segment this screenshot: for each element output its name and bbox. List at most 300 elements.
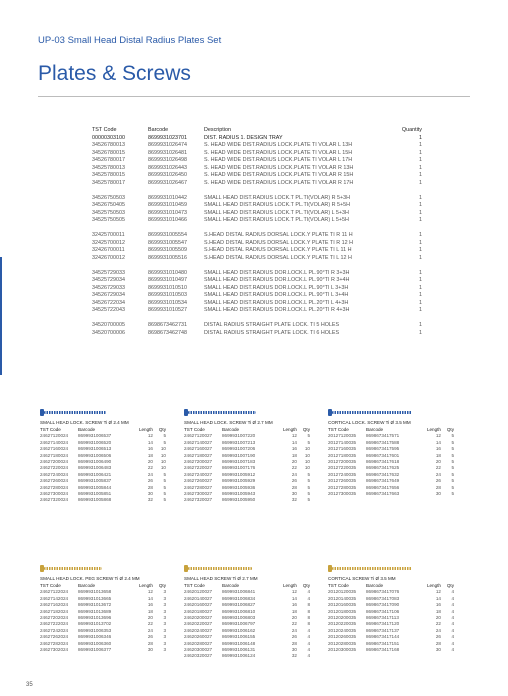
barcode-cell: 8699931006520 xyxy=(78,439,112,445)
barcode-cell: 8699931005950 xyxy=(222,497,256,503)
screw-table-title: SMALL HEAD LOCK. PEG SCREW Ti Ø 2.4 MM xyxy=(40,576,140,581)
description-cell: SMALL HEAD DIST.RADIUS DOR.LOCK.L PL.90°TI L 3+4H xyxy=(204,292,349,298)
description-cell: S. HEAD WIDE DIST.RADIUS LOCK.PLATE TI VOLAR L 15H xyxy=(204,149,353,156)
screw-image xyxy=(328,406,463,420)
barcode-cell: 8699931010442 xyxy=(148,194,187,201)
qty-cell: 5 xyxy=(307,478,310,484)
qty-cell: 4 xyxy=(307,646,310,652)
qty-cell: 3 xyxy=(163,627,166,633)
barcode-cell: 8698673417106 xyxy=(366,608,400,614)
tst-code-cell: 24620240027 xyxy=(184,627,213,633)
tst-code-cell: 34525780015 xyxy=(92,172,125,178)
tst-code-cell: 24627260024 xyxy=(40,478,69,484)
column-header-barcode: Barcode xyxy=(222,583,240,588)
length-cell: 24 xyxy=(147,627,153,633)
length-cell: 18 xyxy=(435,608,441,614)
page-heading: Plates & Screws xyxy=(38,62,191,85)
tst-code-cell: 24627160024 xyxy=(40,446,69,452)
column-header-qty: Qty xyxy=(302,583,310,588)
quantity-cell: 1 xyxy=(419,307,422,313)
qty-cell: 4 xyxy=(451,646,454,652)
barcode-cell: 8698673417625 xyxy=(366,465,400,471)
tst-code-cell: 24620220027 xyxy=(184,621,213,627)
barcode-cell: 8699931013672 xyxy=(78,602,112,608)
length-cell: 18 xyxy=(147,608,153,614)
barcode-cell: 8699931006421 xyxy=(78,471,112,477)
length-cell: 12 xyxy=(291,589,297,595)
tst-code-cell: 34526729033 xyxy=(92,284,125,291)
barcode-cell: 8699931010480 xyxy=(148,269,187,276)
quantity-cell: 1 xyxy=(419,269,422,276)
tst-code-cell: 20127280035 xyxy=(328,484,357,490)
qty-cell: 5 xyxy=(163,439,166,445)
tst-code-cell: 20120280035 xyxy=(328,640,357,646)
tst-code-cell: 24627200027 xyxy=(184,458,213,464)
qty-cell: 5 xyxy=(163,484,166,490)
barcode-cell: 8698673417120 xyxy=(366,621,400,627)
table-row xyxy=(92,247,422,255)
quantity-cell: 1 xyxy=(419,254,422,261)
qty-cell: 3 xyxy=(163,608,166,614)
length-cell: 26 xyxy=(147,634,153,640)
length-cell: 20 xyxy=(291,458,297,464)
qty-cell: 5 xyxy=(163,433,166,439)
qty-cell: 4 xyxy=(451,634,454,640)
barcode-cell: 8698673417144 xyxy=(366,634,400,640)
table-row xyxy=(328,491,463,497)
tst-code-cell: 34526750503 xyxy=(92,194,125,201)
barcode-cell: 8698673462731 xyxy=(148,322,187,328)
qty-cell: 3 xyxy=(163,595,166,601)
barcode-cell: 8698673417137 xyxy=(366,627,400,633)
length-cell: 14 xyxy=(147,439,153,445)
length-cell: 20 xyxy=(435,614,441,620)
tst-code-cell: 24627300024 xyxy=(40,490,69,496)
barcode-cell: 8699931007213 xyxy=(222,439,256,445)
quantity-cell: 1 xyxy=(419,134,422,141)
length-cell: 22 xyxy=(291,465,297,471)
description-cell: SMALL HEAD DIST.RADIUS DOR.LOCK.L PL.90°TI R 3+4H xyxy=(204,277,350,283)
length-cell: 14 xyxy=(147,595,153,601)
tst-code-cell: 20120180035 xyxy=(328,608,357,614)
barcode-cell: 8699931006346 xyxy=(78,634,112,640)
length-cell: 22 xyxy=(147,465,153,471)
tst-code-cell: 34526750405 xyxy=(92,202,125,208)
tst-code-cell: 24627300027 xyxy=(184,490,213,496)
column-header-tst-code: TST Code xyxy=(184,583,205,588)
column-header-barcode: Barcode xyxy=(366,583,384,588)
qty-cell: 8 xyxy=(307,621,310,627)
barcode-cell: 8698673417632 xyxy=(366,471,400,477)
qty-cell: 10 xyxy=(160,452,166,458)
length-cell: 26 xyxy=(291,478,297,484)
length-cell: 18 xyxy=(291,452,297,458)
screw-table-title: CORTICAL LOCK. SCREW Ti Ø 3.5 MM xyxy=(328,420,411,425)
barcode-cell: 8699931005929 xyxy=(222,478,256,484)
section-title: UP-03 Small Head Distal Radius Plates Set xyxy=(38,35,222,46)
tst-code-cell: 24627260027 xyxy=(184,478,213,484)
screw-table xyxy=(40,562,175,653)
column-header-qty: Qty xyxy=(446,427,454,432)
length-cell: 30 xyxy=(291,490,297,496)
qty-cell: 10 xyxy=(304,458,310,464)
column-header-barcode: Barcode xyxy=(366,427,384,432)
length-cell: 16 xyxy=(435,446,441,452)
column-header-length: Length xyxy=(282,583,297,588)
screw-table xyxy=(40,406,175,504)
tst-code-cell: 24627202024 xyxy=(40,614,69,620)
qty-cell: 4 xyxy=(307,595,310,601)
length-cell: 24 xyxy=(435,471,441,477)
qty-cell: 3 xyxy=(163,621,166,627)
tst-code-cell: 34525780017 xyxy=(92,179,125,186)
column-header-qty: Qty xyxy=(158,583,166,588)
qty-cell: 5 xyxy=(451,458,454,464)
qty-cell: 4 xyxy=(307,653,310,659)
length-cell: 12 xyxy=(435,589,441,595)
barcode-cell: 8699931006483 xyxy=(78,465,112,471)
length-cell: 28 xyxy=(435,484,441,490)
qty-cell: 10 xyxy=(304,465,310,471)
length-cell: 26 xyxy=(435,478,441,484)
tst-code-cell: 24627120027 xyxy=(184,433,213,439)
barcode-cell: 8699931006377 xyxy=(78,646,112,652)
column-header-barcode: Barcode xyxy=(222,427,240,432)
description-cell: DISTAL RADIUS STRAIGHT PLATE LOCK. TI 6 HOLES xyxy=(204,329,340,336)
table-group-gap xyxy=(92,187,422,195)
table-row xyxy=(92,292,422,300)
column-header-length: Length xyxy=(426,427,441,432)
description-cell: S. HEAD WIDE DIST.RADIUS LOCK.PLATE TI VOLAR R 17H xyxy=(204,179,354,186)
qty-cell: 4 xyxy=(451,614,454,620)
quantity-cell: 1 xyxy=(419,157,422,163)
qty-cell: 10 xyxy=(160,446,166,452)
description-cell: S. HEAD WIDE DIST.RADIUS LOCK.PLATE TI VOLAR R 15H xyxy=(204,172,354,178)
screw-shaft-shape xyxy=(44,411,106,414)
barcode-cell: 8698673417601 xyxy=(366,452,400,458)
length-cell: 30 xyxy=(435,646,441,652)
qty-cell: 10 xyxy=(160,458,166,464)
tst-code-cell: 24627282024 xyxy=(40,640,69,646)
tst-code-cell: 24627182024 xyxy=(40,608,69,614)
barcode-cell: 8699931006797 xyxy=(222,621,256,627)
description-cell: S.HEAD DISTAL RADIUS DORSAL LOCK.Y PLATE TI L 11 H xyxy=(204,247,352,253)
column-header-tst-code: TST Code xyxy=(184,427,205,432)
tst-code-cell: 34526780013 xyxy=(92,142,125,148)
barcode-cell: 8699931013658 xyxy=(78,589,112,595)
tst-code-cell: 24620260027 xyxy=(184,634,213,640)
screw-image xyxy=(328,562,463,576)
tst-code-cell: 34526729034 xyxy=(92,292,125,298)
qty-cell: 5 xyxy=(451,439,454,445)
length-cell: 18 xyxy=(147,452,153,458)
barcode-cell: 8699931026498 xyxy=(148,157,187,163)
qty-cell: 5 xyxy=(451,478,454,484)
barcode-cell: 8699931007183 xyxy=(222,458,256,464)
length-cell: 12 xyxy=(147,433,153,439)
screw-image xyxy=(40,406,175,420)
description-cell: S. HEAD WIDE DIST.RADIUS LOCK.PLATE TI VOLAR L 17H xyxy=(204,157,353,163)
barcode-cell: 8698673462748 xyxy=(148,329,187,336)
screw-image xyxy=(184,406,319,420)
tst-code-cell: 34525750505 xyxy=(92,217,125,223)
screw-shaft-shape xyxy=(44,567,102,570)
qty-cell: 4 xyxy=(451,627,454,633)
screw-table xyxy=(184,562,319,660)
length-cell: 16 xyxy=(147,446,153,452)
tst-code-cell: 24620280027 xyxy=(184,640,213,646)
description-cell: SMALL HEAD DIST.RADIUS DOR.LOCK.L PL.90°TI L 3+3H xyxy=(204,284,349,291)
length-cell: 22 xyxy=(435,465,441,471)
length-cell: 24 xyxy=(147,471,153,477)
qty-cell: 10 xyxy=(304,446,310,452)
qty-cell: 3 xyxy=(163,640,166,646)
tst-code-cell: 24627302024 xyxy=(40,646,69,652)
barcode-cell: 8699931010497 xyxy=(148,277,187,283)
quantity-cell: 1 xyxy=(419,179,422,186)
tst-code-cell: 24620200027 xyxy=(184,614,213,620)
column-header-description: Description xyxy=(204,127,231,133)
column-header-barcode: Barcode xyxy=(148,127,169,133)
tst-code-cell: 24627140027 xyxy=(184,439,213,445)
qty-cell: 5 xyxy=(163,490,166,496)
barcode-cell: 8699931005844 xyxy=(78,484,112,490)
length-cell: 26 xyxy=(435,634,441,640)
qty-cell: 5 xyxy=(307,433,310,439)
table-row xyxy=(92,142,422,150)
tst-code-cell: 24627280024 xyxy=(40,484,69,490)
table-row xyxy=(92,307,422,315)
tst-code-cell: 24627240024 xyxy=(40,471,69,477)
length-cell: 30 xyxy=(147,490,153,496)
column-header-tst-code: TST Code xyxy=(40,427,61,432)
barcode-cell: 8699931005851 xyxy=(78,490,112,496)
tst-code-cell: 34526780015 xyxy=(92,149,125,156)
barcode-cell: 8698673417595 xyxy=(366,446,400,452)
barcode-cell: 8699931006803 xyxy=(222,614,256,620)
barcode-cell: 8699931007190 xyxy=(222,452,256,458)
barcode-cell: 8699931006490 xyxy=(78,458,112,464)
length-cell: 12 xyxy=(291,433,297,439)
qty-cell: 5 xyxy=(451,484,454,490)
barcode-cell: 8698673417168 xyxy=(366,646,400,652)
tst-code-cell: 20127160035 xyxy=(328,446,357,452)
length-cell: 32 xyxy=(291,653,297,659)
barcode-cell: 8699931006810 xyxy=(222,608,256,614)
column-header-length: Length xyxy=(426,583,441,588)
table-row xyxy=(184,497,319,503)
tst-code-cell: 34520700006 xyxy=(92,329,125,336)
barcode-cell: 8699931010459 xyxy=(148,202,187,208)
tst-code-cell: 20120120035 xyxy=(328,589,357,595)
barcode-cell: 8699931013689 xyxy=(78,608,112,614)
quantity-cell: 1 xyxy=(419,217,422,223)
barcode-cell: 8699931006155 xyxy=(222,634,256,640)
barcode-cell: 8699931005912 xyxy=(222,471,256,477)
barcode-cell: 8698673417649 xyxy=(366,478,400,484)
tst-code-cell: 34525722043 xyxy=(92,307,125,313)
tst-code-cell: 20120260035 xyxy=(328,634,357,640)
tst-code-cell: 34525780013 xyxy=(92,164,125,171)
screw-table-title: SMALL HEAD LOCK. SCREW Ti Ø 2.4 MM xyxy=(40,420,129,425)
tst-code-cell: 34526780017 xyxy=(92,157,125,163)
barcode-cell: 8699931006131 xyxy=(222,646,256,652)
screw-shaft-shape xyxy=(188,567,252,570)
column-header-qty: Qty xyxy=(158,427,166,432)
barcode-cell: 8699931010510 xyxy=(148,284,187,291)
tst-code-cell: 20120200035 xyxy=(328,614,357,620)
barcode-cell: 8699931026474 xyxy=(148,142,187,148)
tst-code-cell: 24627160027 xyxy=(184,446,213,452)
table-row xyxy=(92,300,422,308)
description-cell: DIST. RADIUS 1. DESIGN TRAY xyxy=(204,134,283,141)
quantity-cell: 1 xyxy=(419,172,422,178)
quantity-cell: 1 xyxy=(419,329,422,336)
tst-code-cell: 24627180024 xyxy=(40,452,69,458)
length-cell: 14 xyxy=(435,439,441,445)
tst-code-cell: 34525750503 xyxy=(92,209,125,216)
length-cell: 32 xyxy=(291,497,297,503)
barcode-cell: 8699931005547 xyxy=(148,239,187,246)
length-cell: 12 xyxy=(147,589,153,595)
tst-code-cell: 24627240027 xyxy=(184,471,213,477)
qty-cell: 5 xyxy=(163,497,166,503)
tst-code-cell: 24627180027 xyxy=(184,452,213,458)
screw-table-title: SMALL HEAD LOCK. SCREW Ti Ø 2.7 MM xyxy=(184,420,273,425)
tst-code-cell: 24627162024 xyxy=(40,602,69,608)
qty-cell: 5 xyxy=(307,439,310,445)
description-cell: SMALL HEAD DIST.RADIUS LOCK.T PL.TI(VOLAR) L 5+5H xyxy=(204,217,349,223)
qty-cell: 3 xyxy=(163,614,166,620)
table-row xyxy=(184,653,319,659)
tst-code-cell: 20120160035 xyxy=(328,602,357,608)
tst-code-cell: 32425700011 xyxy=(92,232,125,238)
barcode-cell: 8699931006513 xyxy=(78,446,112,452)
quantity-cell: 1 xyxy=(419,299,422,306)
tst-code-cell: 24620120027 xyxy=(184,589,213,595)
barcode-cell: 8698673417151 xyxy=(366,640,400,646)
heading-rule xyxy=(38,96,470,97)
qty-cell: 4 xyxy=(451,589,454,595)
table-row xyxy=(92,255,422,263)
length-cell: 24 xyxy=(291,627,297,633)
qty-cell: 10 xyxy=(304,452,310,458)
barcode-cell: 8699931026443 xyxy=(148,164,187,171)
screw-shaft-shape xyxy=(188,411,256,414)
barcode-cell: 8699931006834 xyxy=(222,595,256,601)
column-header-tst-code: TST Code xyxy=(328,583,349,588)
length-cell: 30 xyxy=(435,490,441,496)
length-cell: 20 xyxy=(291,614,297,620)
tst-code-cell: 34526722034 xyxy=(92,299,125,306)
barcode-cell: 8699931007176 xyxy=(222,465,256,471)
length-cell: 22 xyxy=(435,621,441,627)
qty-cell: 4 xyxy=(451,608,454,614)
column-header-tst-code: TST Code xyxy=(92,127,117,133)
tst-code-cell: 20127180035 xyxy=(328,452,357,458)
qty-cell: 4 xyxy=(451,621,454,627)
barcode-cell: 8699931006162 xyxy=(222,627,256,633)
table-row xyxy=(92,210,422,218)
table-row xyxy=(40,497,175,503)
table-row xyxy=(92,172,422,180)
barcode-cell: 8699931013696 xyxy=(78,614,112,620)
tst-code-cell: 24620300027 xyxy=(184,646,213,652)
barcode-cell: 8699931006506 xyxy=(78,452,112,458)
quantity-cell: 1 xyxy=(419,247,422,253)
barcode-cell: 8699931006353 xyxy=(78,627,112,633)
barcode-cell: 8698673417663 xyxy=(366,490,400,496)
tst-code-cell: 24627222024 xyxy=(40,621,69,627)
column-header-barcode: Barcode xyxy=(78,427,96,432)
table-row xyxy=(92,277,422,285)
screw-table-title: CORTICAL SCREW Ti Ø 3.5 MM xyxy=(328,576,396,581)
table-row xyxy=(92,202,422,210)
length-cell: 20 xyxy=(147,614,153,620)
barcode-cell: 8698673417571 xyxy=(366,433,400,439)
qty-cell: 3 xyxy=(163,602,166,608)
tst-code-cell: 20120240035 xyxy=(328,627,357,633)
quantity-cell: 1 xyxy=(419,277,422,283)
table-row xyxy=(92,270,422,278)
tst-code-cell: 24627200024 xyxy=(40,458,69,464)
tst-code-cell: 24620320027 xyxy=(184,653,213,659)
length-cell: 28 xyxy=(291,484,297,490)
table-row xyxy=(40,647,175,653)
tst-code-cell: 24627320027 xyxy=(184,497,213,503)
length-cell: 28 xyxy=(147,484,153,490)
column-header-tst-code: TST Code xyxy=(40,583,61,588)
qty-cell: 5 xyxy=(451,465,454,471)
table-group-gap xyxy=(92,315,422,323)
tst-code-cell: 20127300035 xyxy=(328,490,357,496)
quantity-cell: 1 xyxy=(419,142,422,148)
description-cell: SMALL HEAD DIST.RADIUS DOR.LOCK.L PL.90°TI R 3+3H xyxy=(204,269,350,276)
description-cell: S.HEAD DISTAL RADIUS DORSAL LOCK.Y PLATE TI R 12 H xyxy=(204,239,353,246)
qty-cell: 4 xyxy=(451,595,454,601)
table-group-gap xyxy=(92,225,422,233)
tst-code-cell: 34520700005 xyxy=(92,322,125,328)
barcode-cell: 8699931005943 xyxy=(222,490,256,496)
barcode-cell: 8699931023701 xyxy=(148,134,187,141)
barcode-cell: 8698673417083 xyxy=(366,595,400,601)
length-cell: 28 xyxy=(291,640,297,646)
qty-cell: 4 xyxy=(307,627,310,633)
qty-cell: 8 xyxy=(307,608,310,614)
tst-code-cell: 32426700012 xyxy=(92,254,125,261)
barcode-cell: 8699931005554 xyxy=(148,232,187,238)
table-row xyxy=(92,217,422,225)
table-row xyxy=(92,240,422,248)
barcode-cell: 8699931005516 xyxy=(148,254,187,261)
barcode-cell: 8699931006360 xyxy=(78,640,112,646)
length-cell: 12 xyxy=(435,433,441,439)
screw-table xyxy=(328,562,463,653)
length-cell: 16 xyxy=(291,602,297,608)
tst-code-cell: 20127120035 xyxy=(328,433,357,439)
table-group-gap xyxy=(92,262,422,270)
description-cell: S. HEAD WIDE DIST.RADIUS LOCK.PLATE TI VOLAR R 13H xyxy=(204,164,354,171)
screw-image xyxy=(184,562,319,576)
tst-code-cell: 24620160027 xyxy=(184,602,213,608)
qty-cell: 5 xyxy=(451,471,454,477)
barcode-cell: 8698673417656 xyxy=(366,484,400,490)
barcode-cell: 8699931005837 xyxy=(78,478,112,484)
length-cell: 20 xyxy=(435,458,441,464)
tst-code-cell: 24620180027 xyxy=(184,608,213,614)
qty-cell: 5 xyxy=(307,471,310,477)
column-header-qty: Qty xyxy=(446,583,454,588)
